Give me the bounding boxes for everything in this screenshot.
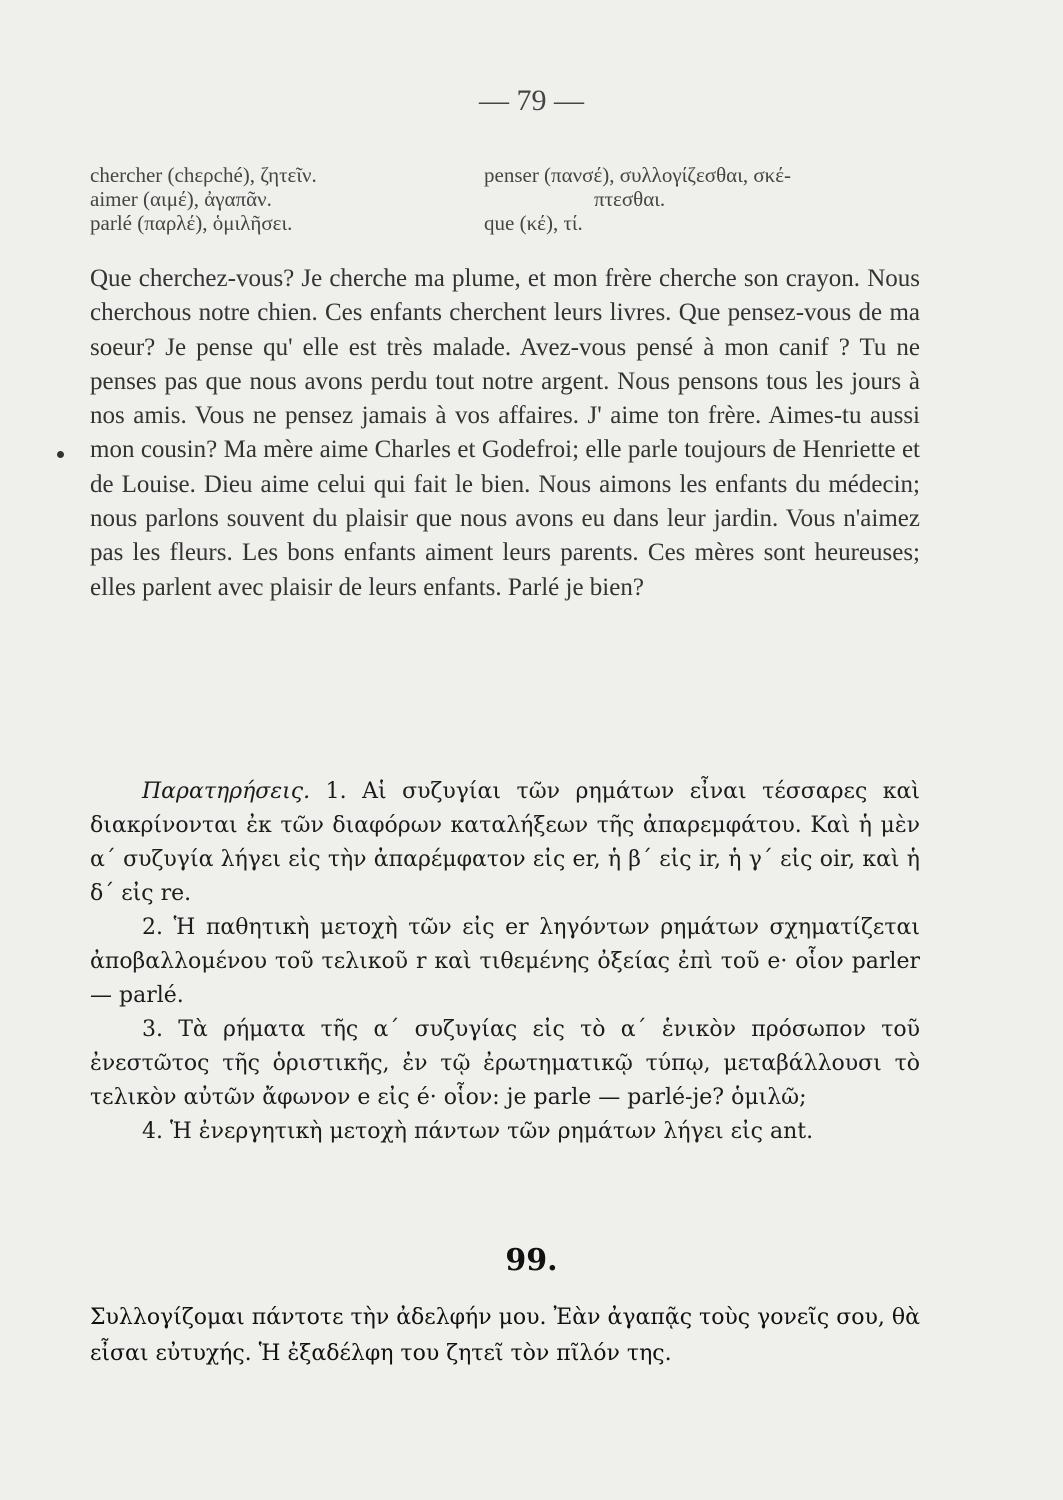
vocab-entry-que: que (κέ), τί. (484, 211, 583, 235)
note-text-1: 1. Αἱ συζυγίαι τῶν ρημάτων εἶναι τέσσαρες καὶ διακρίνονται ἐκ τῶν διαφόρων καταλήξεων τῆς ἀπαρεμφάτου. Καὶ ἡ μὲν α΄ συζυγία λήγει εἰς τὴν ἀπαρέμφατον εἰς er, ἡ β΄ εἰς ir, ἡ γ΄ εἰς oir, καὶ ἡ δ΄ εἰς re. (90, 779, 920, 906)
vocab-entry-chercher: chercher (chερché), ζητεῖν. (90, 163, 317, 187)
grammar-note-2: 2. Ἡ παθητικὴ μετοχὴ τῶν εἰς er ληγόντων ρημάτων σχηματίζεται ἀποβαλλομένου τοῦ τελικοῦ r καὶ τιθεμένης ὀξείας ἐπὶ τοῦ e· οἷον parler — parlé. (90, 915, 920, 1008)
grammar-note-3: 3. Τὰ ρήματα τῆς α΄ συζυγίας εἰς τὸ α΄ ἑνικὸν πρόσωπον τοῦ ἐνεστῶτος τῆς ὁριστικῆς, ἐν τῷ ἐρωτηματικῷ τύπῳ, μεταβάλλουσι τὸ τελικὸν αὐτῶν ἄφωνον e εἰς é· οἷον: je parle — parlé-je? ὁμιλῶ; (90, 1017, 920, 1110)
greek-exercise-text: Συλλογίζομαι πάντοτε τὴν ἀδελφήν μου. Ἐὰν ἀγαπᾷς τοὺς γονεῖς σου, θὰ εἶσαι εὐτυχής. Ἡ ἐξαδέλφη του ζητεῖ τὸν πῖλόν της. (90, 1305, 920, 1366)
grammar-note-4: 4. Ἡ ἐνεργητικὴ μετοχὴ πάντων τῶν ρημάτων λήγει εἰς ant. (142, 1119, 814, 1144)
vocab-entry-penser: penser (πανσέ), συλλογίζεσθαι, σκέ- (484, 163, 792, 187)
grammar-notes (90, 775, 920, 1149)
vocabulary-right-column (484, 163, 791, 235)
vocab-entry-penser-continued: πτεσθαι. (594, 187, 666, 211)
vocab-entry-aimer: aimer (αιμέ), ἀγαπᾶν. (90, 187, 272, 211)
grammar-note-1 (90, 775, 920, 911)
french-reading-passage: Que cherchez-vous? Je cherche ma plume, et mon frère cherche son crayon. Nous cherchous notre chien. Ces enfants cherchent leurs livres. Que pensez-vous de ma soeur? Je pense qu' elle est très malade. Avez-vous pensé à mon canif ? Tu ne penses pas que nous avons perdu tout notre argent. Nous pensons tous les jours à nos amis. Vous ne pensez jamais à vos affaires. J' aime ton frère. Aimes-tu aussi mon cousin? Ma mère aime Charles et Godefroi; elle parle toujours de Henriette et de Louise. Dieu aime celui qui fait le bien. Nous aimons les enfants du médecin; nous parlons souvent du plaisir que nous avons eu dans leur jardin. Vous n'aimez pas les fleurs. Les bons enfants aiment leurs parents. Ces mères sont heureuses; elles parlent avec plaisir de leurs enfants. Parlé je bien? (90, 265, 920, 601)
page-number: — 79 — (479, 84, 584, 117)
vocabulary-left-column (90, 163, 317, 235)
vocab-entry-parle: parlé (παρλέ), ὁμιλῆσει. (90, 211, 293, 235)
margin-dot-mark (57, 451, 64, 458)
notes-heading: Παρατηρήσεις. (142, 779, 311, 804)
exercise-number: 99. (505, 1243, 558, 1278)
